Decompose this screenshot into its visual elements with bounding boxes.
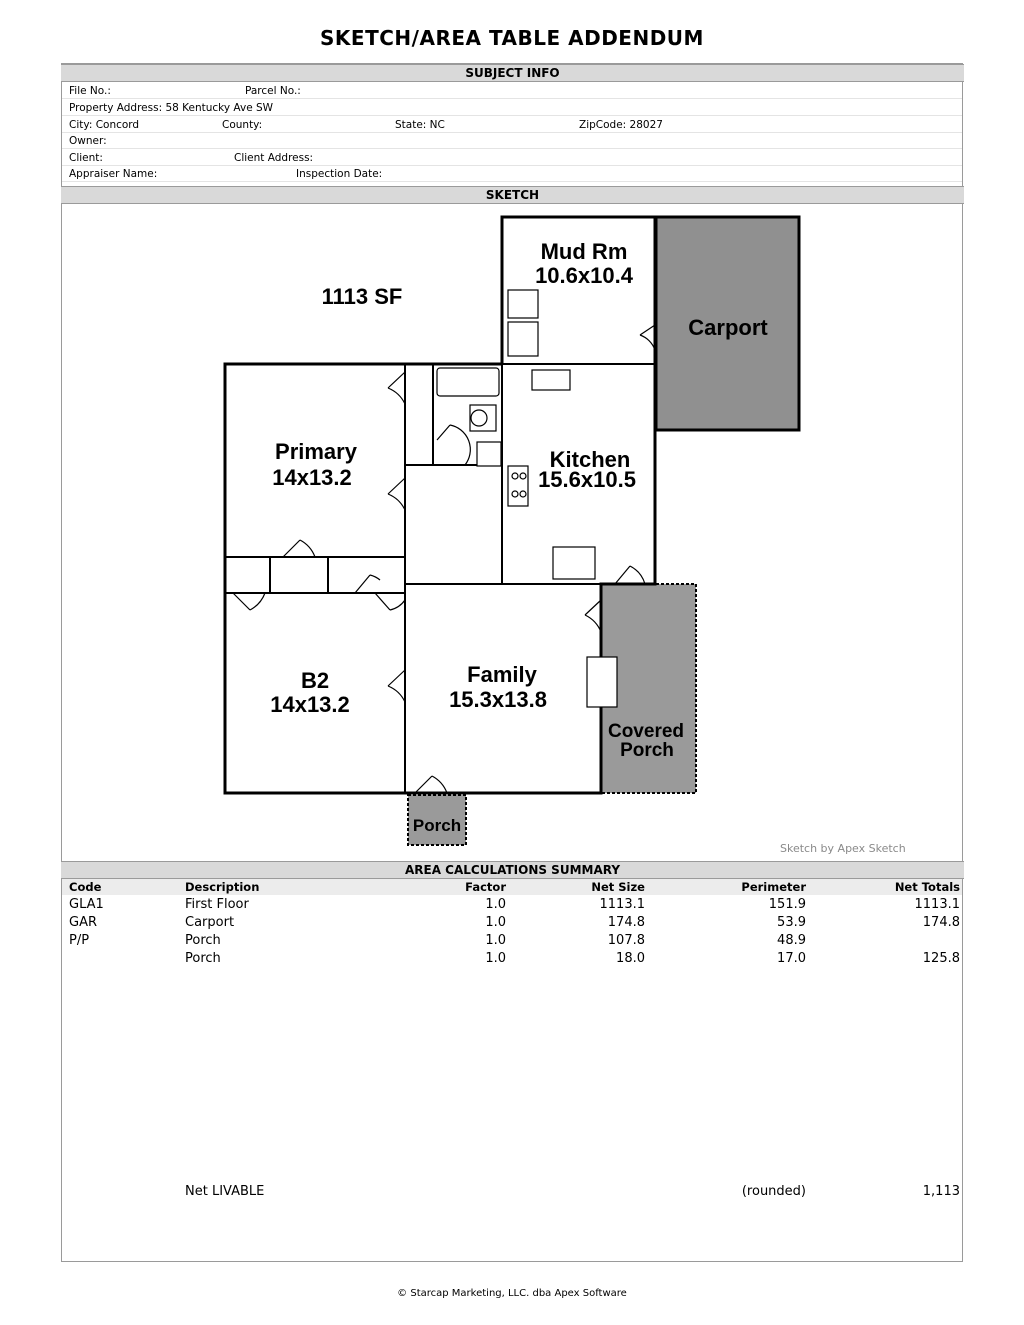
row-description: Porch: [185, 951, 221, 966]
row-net-total: 125.8: [922, 951, 960, 966]
row-description: First Floor: [185, 897, 249, 912]
row-code: GLA1: [69, 897, 104, 912]
net-livable-value: 1,113: [922, 1184, 960, 1199]
primary-name: Primary: [275, 439, 357, 464]
col-code: Code: [69, 880, 102, 894]
total-sf-label: 1113 SF: [321, 284, 403, 309]
row-code: P/P: [69, 933, 90, 948]
page-title: SKETCH/AREA TABLE ADDENDUM: [320, 26, 704, 50]
parcel-no-label: Parcel No.:: [245, 85, 301, 97]
row-factor: 1.0: [485, 897, 506, 912]
row-factor: 1.0: [485, 933, 506, 948]
row-perimeter: 17.0: [777, 951, 806, 966]
porch-name: Porch: [412, 816, 462, 835]
covered-porch-name-2: Porch: [620, 740, 674, 761]
copyright-footer: © Starcap Marketing, LLC. dba Apex Software: [397, 1288, 627, 1299]
zipcode: ZipCode: 28027: [579, 119, 663, 131]
fixtures: [437, 290, 617, 707]
col-description: Description: [185, 880, 260, 894]
row-net-size: 18.0: [616, 951, 645, 966]
inspection-date-label: Inspection Date:: [296, 168, 383, 180]
row-perimeter: 53.9: [777, 915, 806, 930]
family-dims: 15.3x13.8: [449, 687, 547, 712]
row-net-size: 1113.1: [599, 897, 645, 912]
row-perimeter: 48.9: [777, 933, 806, 948]
property-address: Property Address: 58 Kentucky Ave SW: [69, 102, 274, 114]
info-row-appraiser: [62, 166, 962, 182]
client-label: Client:: [69, 152, 103, 164]
mud-rm-name: Mud Rm: [540, 239, 628, 264]
col-net-totals: Net Totals: [894, 880, 960, 894]
kitchen-dims: 15.6x10.5: [538, 467, 636, 492]
col-net-size: Net Size: [591, 880, 645, 894]
net-livable-label: Net LIVABLE: [185, 1184, 265, 1199]
primary-dims: 14x13.2: [272, 465, 352, 490]
info-row-address: [62, 100, 962, 116]
row-perimeter: 151.9: [768, 897, 806, 912]
row-description: Carport: [185, 915, 235, 930]
appraiser-label: Appraiser Name:: [69, 168, 158, 180]
state: State: NC: [395, 119, 445, 131]
row-factor: 1.0: [485, 915, 506, 930]
row-net-size: 107.8: [607, 933, 645, 948]
rounded-label: (rounded): [741, 1184, 806, 1199]
floor-plan-sketch: [62, 206, 962, 860]
family-name: Family: [467, 662, 537, 687]
info-row-file: [62, 83, 962, 99]
owner-label: Owner:: [69, 135, 107, 147]
b2-dims: 14x13.2: [270, 692, 350, 717]
row-factor: 1.0: [485, 951, 506, 966]
kitchen-name: Kitchen: [549, 447, 631, 472]
sketch-credit: Sketch by Apex Sketch: [780, 842, 906, 855]
info-row-client: [62, 150, 962, 166]
subject-info-header: SUBJECT INFO: [61, 64, 964, 82]
b2-name: B2: [300, 668, 330, 693]
col-factor: Factor: [465, 880, 506, 894]
client-address-label: Client Address:: [234, 152, 314, 164]
info-row-owner: [62, 133, 962, 149]
row-code: GAR: [69, 915, 97, 930]
covered-porch-name-1: Covered: [607, 721, 685, 742]
sketch-header: SKETCH: [61, 186, 964, 204]
county-label: County:: [222, 119, 263, 131]
row-net-total: 174.8: [922, 915, 960, 930]
file-no-label: File No.:: [69, 85, 111, 97]
carport-name: Carport: [688, 315, 768, 340]
row-net-size: 174.8: [607, 915, 645, 930]
row-net-total: 1113.1: [914, 897, 960, 912]
info-row-city: [62, 117, 962, 133]
mud-rm-dims: 10.6x10.4: [535, 263, 633, 288]
col-perimeter: Perimeter: [741, 880, 806, 894]
row-description: Porch: [185, 933, 221, 948]
city: City: Concord: [69, 119, 140, 131]
area-calc-header: AREA CALCULATIONS SUMMARY: [61, 861, 964, 879]
